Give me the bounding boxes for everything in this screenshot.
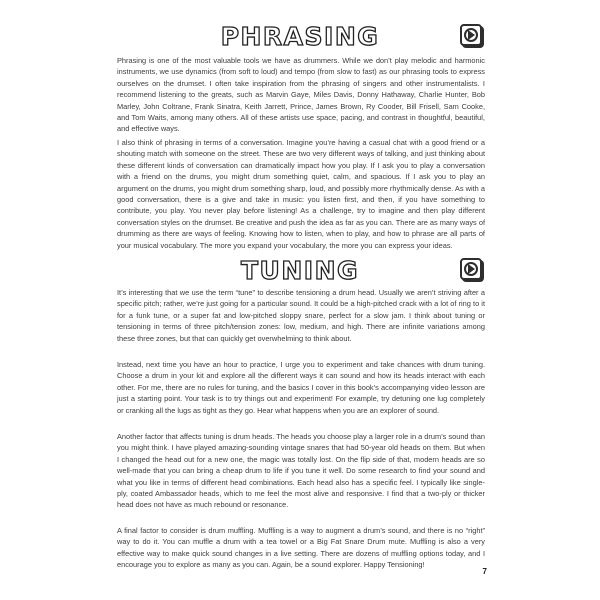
section-title-phrasing: PHRASING: [220, 22, 380, 51]
play-triangle: [468, 30, 475, 40]
tuning-paragraph-3: Another factor that affects tuning is drum heads. The heads you choose play a larger role in a drum’s sound than you might think. I have played amazing-sounding vintage snares that had 50-year old heads on them. But when I changed the head out for a new one, the magic was totally lost. On the flip side of that, modern heads are so well-made that you can bring a cheap drum to life if you tune it well. Do some research to find your sound and what you like in terms of different head combinations. Each head also has a specific feel. I typically like single-ply, coated Ambassador heads, which to me feel the most alive and responsive. I find that a two-ply or thicker head does not have as much rebound or resonance.: [117, 432, 485, 510]
tuning-paragraph-2: Instead, next time you have an hour to practice, I urge you to experiment and take chances with drum tuning. Choose a drum in your kit and explore all the different ways it can sound and how its heads interact with each other. For me, there are no rules for tuning, and the basics I cover in this book’s accompanying video lesson are just a starting point. Your task is to try things out and experiment! For example, try detuning one lug completely or cranking all the lugs as tight as they go. Hear what happens when you are an explorer of sound.: [117, 360, 485, 415]
play-video-icon[interactable]: [460, 24, 482, 46]
tuning-paragraph-4: A final factor to consider is drum muffling. Muffling is a way to augment a drum’s sound, and there is no “right” way to do it. You can muffle a drum with a tea towel or a Big Fat Snare Drum mute. Muffling is also a very effective way to make quick sound changes in a live setting. There are dozens of muffling options today, and I encourage you to explore as many as you can. Again, be a sound explorer. Happy Tensioning!: [117, 526, 485, 570]
phrasing-paragraph-2: I also think of phrasing in terms of a conversation. Imagine you’re having a casual chat with a good friend or a shouting match with someone on the street. These are two very different ways of talking, and just thinking about these different kinds of conversation can dramatically impact how you play. If I ask you to play a conversation with a friend on the drums, you might drum something quiet, calm, and spacious. If I ask you to play an argument on the drums, you might drum something sharp, loud, and possibly more rhythmically dense. As with a good conversation, there is a give and take in music: you listen first, and then, if you have something to contribute, you play. You never play before listening! As a challenge, try to imagine and then play different conversation styles on the drumset. Be creative and push the idea as far as you can. There are as many ways of drumming as there are ways of feeling. Knowing how to listen, when to play, and how to phrase are all parts of your musical vocabulary. The more you expand your vocabulary, the more you can express your ideas.: [117, 138, 485, 250]
tuning-heading: [0, 254, 600, 288]
phrasing-paragraph-1: Phrasing is one of the most valuable tools we have as drummers. While we don’t play melodic and harmonic instruments, we use dynamics (from soft to loud) and tempo (from slow to fast) as our phrasing tools to express ourselves on the drumset. I often take inspiration from the phrasing of singers and other instrumentalists. I recommend listening to the greats, such as Marvin Gaye, Miles Davis, Donny Hathaway, Charlie Hunter, Bob Marley, John Coltrane, Frank Sinatra, Keith Jarrett, Prince, James Brown, Ry Cooder, Bill Frisell, Sam Cooke, and Tom Waits, among many others. All of these artists use space, pacing, and contrast in thoughtful, beautiful, and effective ways.: [117, 56, 485, 134]
play-triangle: [468, 264, 475, 274]
tuning-paragraph-1: It’s interesting that we use the term “tune” to describe tensioning a drum head. Usually we aren’t striving after a specific pitch; rather, we’re just going for a particular sound. It could be a high-pitched crack with a lot of ring to it for a funk tune, or a super fat and low-pitched sloppy snare, perfect for a slow jam. I think about tuning or tensioning in terms of three pitch/tension zones: low, medium, and high. There are infinite variations among these three zones, but that can quickly get overwhelming to think about.: [117, 288, 485, 343]
play-video-icon[interactable]: [460, 258, 482, 280]
section-title-tuning: TUNING: [240, 256, 360, 285]
phrasing-heading: [0, 20, 600, 54]
page-number: 7: [482, 567, 487, 576]
